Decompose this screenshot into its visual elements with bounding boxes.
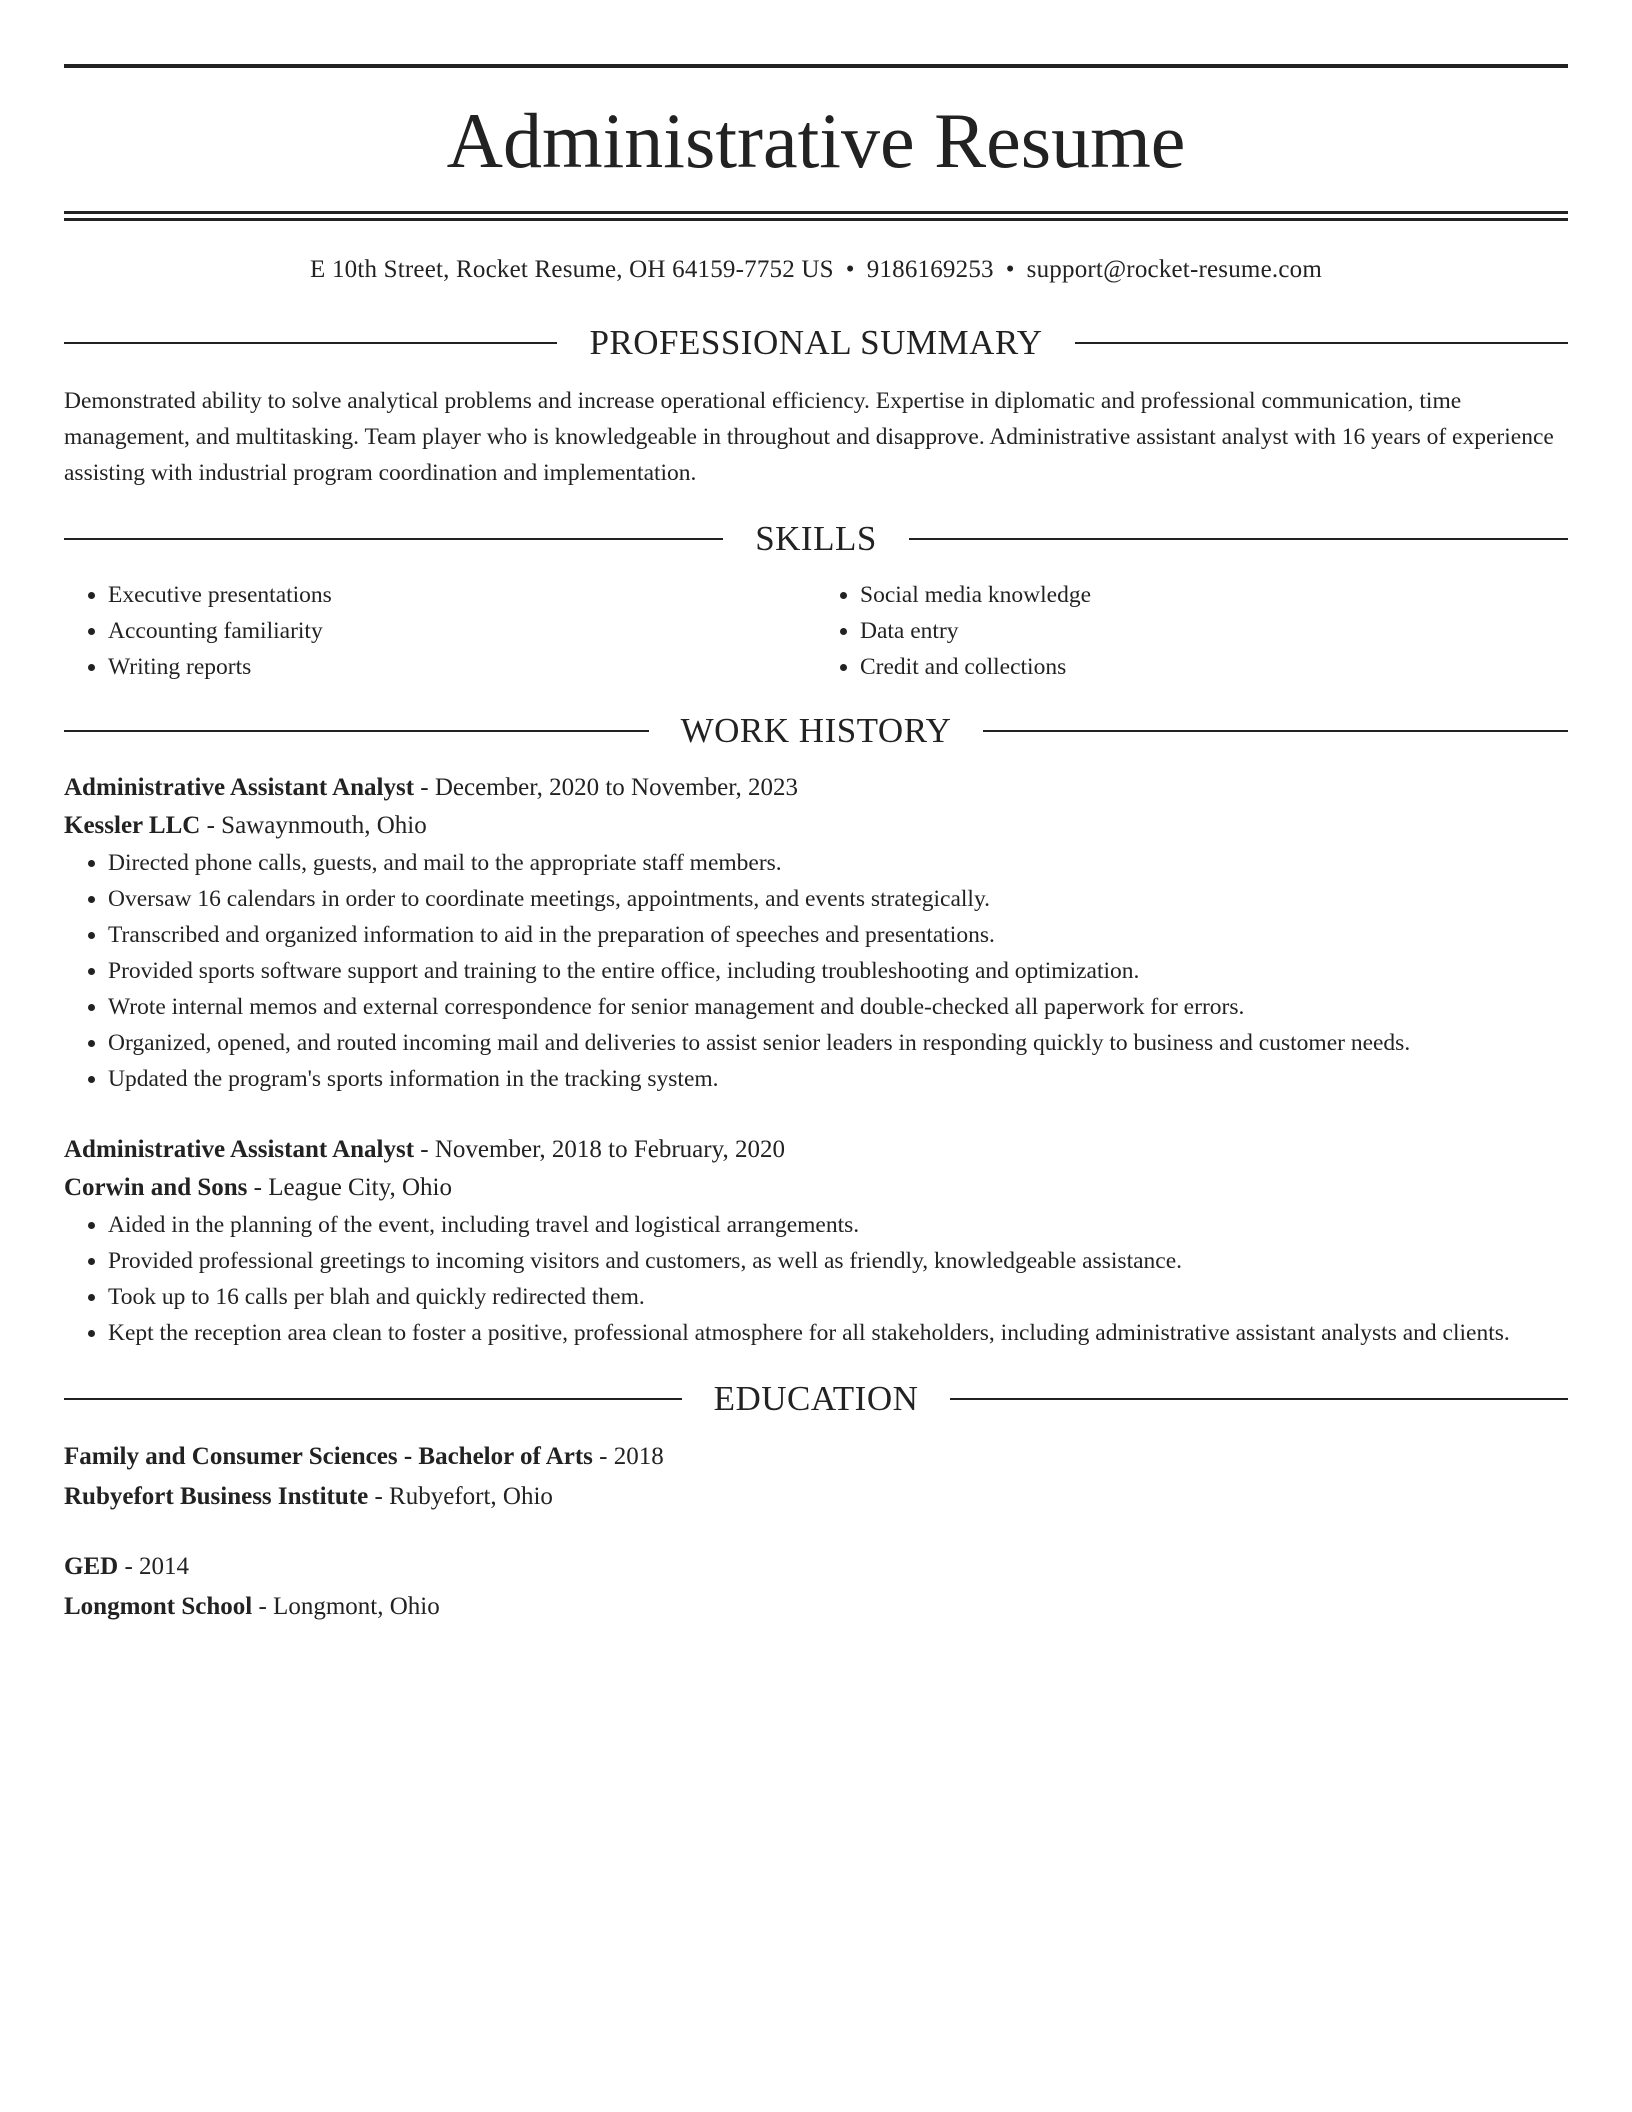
job-title-line bbox=[64, 1131, 1568, 1169]
skills-column-left bbox=[64, 577, 816, 685]
education-degree: GED bbox=[64, 1553, 119, 1580]
education-year: - 2014 bbox=[118, 1553, 190, 1580]
education-year: - 2018 bbox=[592, 1443, 664, 1470]
skills-section-header bbox=[64, 519, 1568, 559]
skill-item: • Executive presentations bbox=[108, 577, 816, 613]
job-location: - Sawaynmouth, Ohio bbox=[200, 812, 427, 839]
job-bullets bbox=[64, 845, 1568, 1097]
job-dates: - December, 2020 to November, 2023 bbox=[414, 774, 799, 801]
title-double-rule bbox=[64, 211, 1568, 221]
job-title: Administrative Assistant Analyst bbox=[64, 1136, 415, 1163]
education-school-line bbox=[64, 1477, 1568, 1517]
section-heading-education: EDUCATION bbox=[713, 1379, 919, 1418]
job-bullet: • Provided professional greetings to incoming visitors and customers, as well as friendly, knowledgeable assistance. bbox=[108, 1243, 1568, 1279]
section-rule-right bbox=[950, 1398, 1568, 1400]
job-company-line bbox=[64, 1169, 1568, 1207]
job-entry bbox=[64, 769, 1568, 1097]
job-dates: - November, 2018 to February, 2020 bbox=[414, 1136, 785, 1163]
top-rule bbox=[64, 64, 1568, 68]
summary-text: Demonstrated ability to solve analytical problems and increase operational efficiency. Expertise in diplomatic and professional communication, time management, and multitasking. Team player who is knowledgeable in throughout and disapprove. Administrative assistant analyst with 16 years of experience assisting with industrial program coordination and implementation. bbox=[64, 388, 1554, 486]
job-bullets bbox=[64, 1207, 1568, 1351]
job-title: Administrative Assistant Analyst bbox=[64, 774, 415, 801]
job-bullet: • Took up to 16 calls per blah and quickly redirected them. bbox=[108, 1279, 1568, 1315]
section-heading-skills: SKILLS bbox=[755, 519, 877, 558]
job-title-line bbox=[64, 769, 1568, 807]
education-school: Rubyefort Business Institute bbox=[64, 1483, 369, 1510]
section-rule-right bbox=[909, 538, 1568, 540]
education-degree-line bbox=[64, 1547, 1568, 1587]
contact-separator: • bbox=[1005, 256, 1015, 283]
skill-item: • Writing reports bbox=[108, 649, 816, 685]
section-rule-left bbox=[64, 342, 557, 344]
section-heading-summary: PROFESSIONAL SUMMARY bbox=[589, 323, 1043, 362]
education-degree: Family and Consumer Sciences - Bachelor of Arts bbox=[64, 1443, 593, 1470]
education-school: Longmont School bbox=[64, 1593, 253, 1620]
job-bullet: • Updated the program's sports information in the tracking system. bbox=[108, 1061, 1568, 1097]
resume-title: Administrative Resume bbox=[446, 97, 1186, 184]
work-section-header bbox=[64, 711, 1568, 751]
section-rule-left bbox=[64, 538, 723, 540]
skills-column-right bbox=[816, 577, 1568, 685]
job-bullet: • Kept the reception area clean to foster a positive, professional atmosphere for all stakeholders, including administrative assistant analysts and clients. bbox=[108, 1315, 1568, 1351]
section-rule-right bbox=[1075, 342, 1568, 344]
job-bullet: • Aided in the planning of the event, including travel and logistical arrangements. bbox=[108, 1207, 1568, 1243]
resume-page bbox=[64, 64, 1568, 1627]
education-entry bbox=[64, 1547, 1568, 1627]
contact-email: support@rocket-resume.com bbox=[1026, 256, 1322, 283]
job-bullet: • Provided sports software support and training to the entire office, including troubleshooting and optimization. bbox=[108, 953, 1568, 989]
education-school-line bbox=[64, 1587, 1568, 1627]
job-bullet: • Transcribed and organized information to aid in the preparation of speeches and presentations. bbox=[108, 917, 1568, 953]
contact-separator: • bbox=[845, 256, 855, 283]
education-degree-line bbox=[64, 1437, 1568, 1477]
job-bullet: • Oversaw 16 calendars in order to coordinate meetings, appointments, and events strategically. bbox=[108, 881, 1568, 917]
summary-section-header bbox=[64, 323, 1568, 363]
job-company-line bbox=[64, 807, 1568, 845]
skill-item: • Social media knowledge bbox=[860, 577, 1568, 613]
contact-line bbox=[64, 255, 1568, 285]
education-entry bbox=[64, 1437, 1568, 1517]
job-entry bbox=[64, 1131, 1568, 1351]
skill-item: • Data entry bbox=[860, 613, 1568, 649]
contact-phone: 9186169253 bbox=[866, 256, 994, 283]
job-company: Kessler LLC bbox=[64, 812, 201, 839]
contact-address: E 10th Street, Rocket Resume, OH 64159-7752 US bbox=[310, 256, 834, 283]
job-bullet: • Wrote internal memos and external correspondence for senior management and double-checked all paperwork for errors. bbox=[108, 989, 1568, 1025]
education-location: - Longmont, Ohio bbox=[252, 1593, 440, 1620]
skill-item: • Credit and collections bbox=[860, 649, 1568, 685]
section-rule-left bbox=[64, 1398, 682, 1400]
job-bullet: • Directed phone calls, guests, and mail to the appropriate staff members. bbox=[108, 845, 1568, 881]
job-location: - League City, Ohio bbox=[247, 1174, 452, 1201]
education-section-header bbox=[64, 1379, 1568, 1419]
skills-list bbox=[64, 577, 1568, 685]
job-bullet: • Organized, opened, and routed incoming mail and deliveries to assist senior leaders in responding quickly to business and customer needs. bbox=[108, 1025, 1568, 1061]
section-rule-left bbox=[64, 730, 649, 732]
education-location: - Rubyefort, Ohio bbox=[368, 1483, 553, 1510]
section-heading-work: WORK HISTORY bbox=[680, 711, 952, 750]
job-company: Corwin and Sons bbox=[64, 1174, 248, 1201]
skill-item: • Accounting familiarity bbox=[108, 613, 816, 649]
section-rule-right bbox=[983, 730, 1568, 732]
